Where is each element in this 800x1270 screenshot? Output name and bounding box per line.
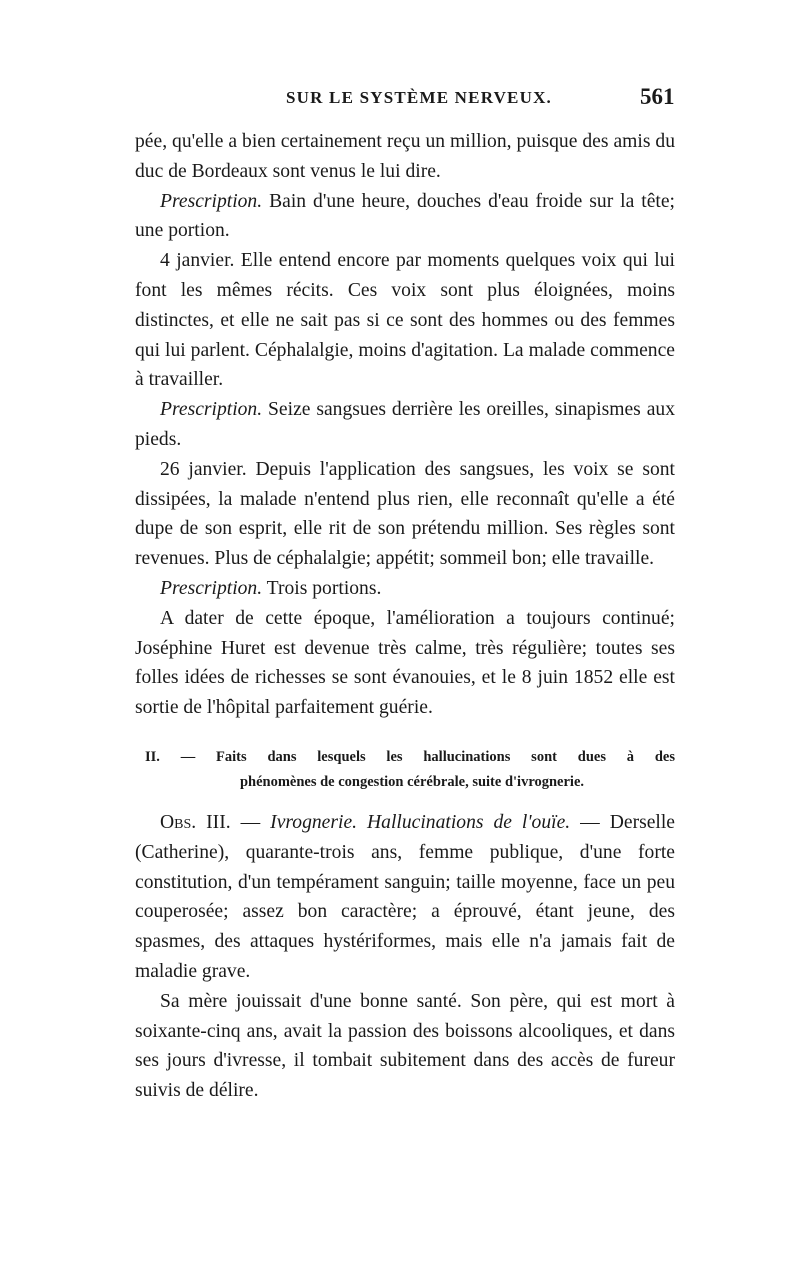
prescription-paragraph bbox=[135, 574, 675, 604]
paragraph-text: Sa mère jouissait d'une bonne santé. Son père, qui est mort à soixante-cinq ans, avait la passion des boissons alcooliques, et dans ses jours d'ivresse, il tombait subitement dans des accès de fureur suivis de délire. bbox=[135, 990, 675, 1102]
prescription-label: Prescription. bbox=[160, 190, 263, 212]
page-header bbox=[0, 84, 800, 118]
dash: — bbox=[230, 812, 271, 833]
observation-paragraph bbox=[135, 808, 675, 987]
paragraph-text: 4 janvier. Elle entend encore par moments quelques voix qui lui font les mêmes récits. Ces voix sont plus éloignées, moins distinctes, et elle ne sait pas si ce sont des hommes ou des femmes qui lui parlent. Céphalalgie, moins d'agitation. La malade commence à travailler. bbox=[135, 250, 675, 391]
prescription-paragraph bbox=[135, 395, 675, 455]
paragraph bbox=[135, 987, 675, 1106]
paragraph bbox=[135, 455, 675, 574]
observation-label: Obs. III. bbox=[160, 812, 231, 833]
paragraph bbox=[135, 604, 675, 723]
prescription-label: Prescription. bbox=[160, 399, 263, 421]
prescription-text: Seize sangsues derrière les oreilles, sinapismes aux pieds. bbox=[135, 399, 675, 450]
prescription-text: Trois portions. bbox=[262, 577, 382, 599]
paragraph-text: pée, qu'elle a bien certainement reçu un million, puisque des amis du duc de Bordeaux sont venus le lui dire. bbox=[135, 131, 675, 182]
prescription-label: Prescription. bbox=[160, 577, 263, 599]
observation-text: — Derselle (Catherine), quarante-trois ans, femme publique, d'une forte constitution, d'un tempérament sanguin; taille moyenne, face un peu couperosée; assez bon caractère; a éprouvé, étant jeune, des spasmes, des attaques hystériformes, mais elle n'a jamais fait de maladie grave. bbox=[135, 812, 676, 982]
prescription-paragraph bbox=[135, 187, 675, 247]
prescription-text: Bain d'une heure, douches d'eau froide sur la tête; une portion. bbox=[135, 190, 675, 242]
running-head: SUR LE SYSTÈME NERVEUX. bbox=[286, 88, 552, 107]
section-heading-line: phénomènes de congestion cérébrale, suite d'ivrognerie. bbox=[239, 774, 585, 790]
page-number: 561 bbox=[640, 84, 675, 109]
section-heading-line: II. — Faits dans lesquels les hallucinations sont dues à des bbox=[145, 749, 675, 765]
paragraph bbox=[135, 246, 675, 395]
paragraph-text: A dater de cette époque, l'amélioration a toujours continué; Joséphine Huret est devenue très calme, très régulière; toutes ses folles idées de richesses se sont évanouies, et le 8 juin 1852 elle est sortie de l'hôpital parfaitement guérie. bbox=[135, 607, 675, 719]
paragraph-text: 26 janvier. Depuis l'application des sangsues, les voix se sont dissipées, la malade n'entend plus rien, elle reconnaît qu'elle a été dupe de son esprit, elle rit de son prétendu million. Ses règles sont revenues. Plus de céphalalgie; appétit; sommeil bon; elle travaille. bbox=[135, 458, 675, 570]
section-heading bbox=[135, 745, 675, 795]
case-continuation bbox=[135, 127, 675, 723]
paragraph bbox=[135, 127, 675, 187]
observation-three bbox=[135, 808, 675, 1106]
observation-title: Ivrognerie. Hallucinations de l'ouïe. bbox=[270, 812, 571, 833]
